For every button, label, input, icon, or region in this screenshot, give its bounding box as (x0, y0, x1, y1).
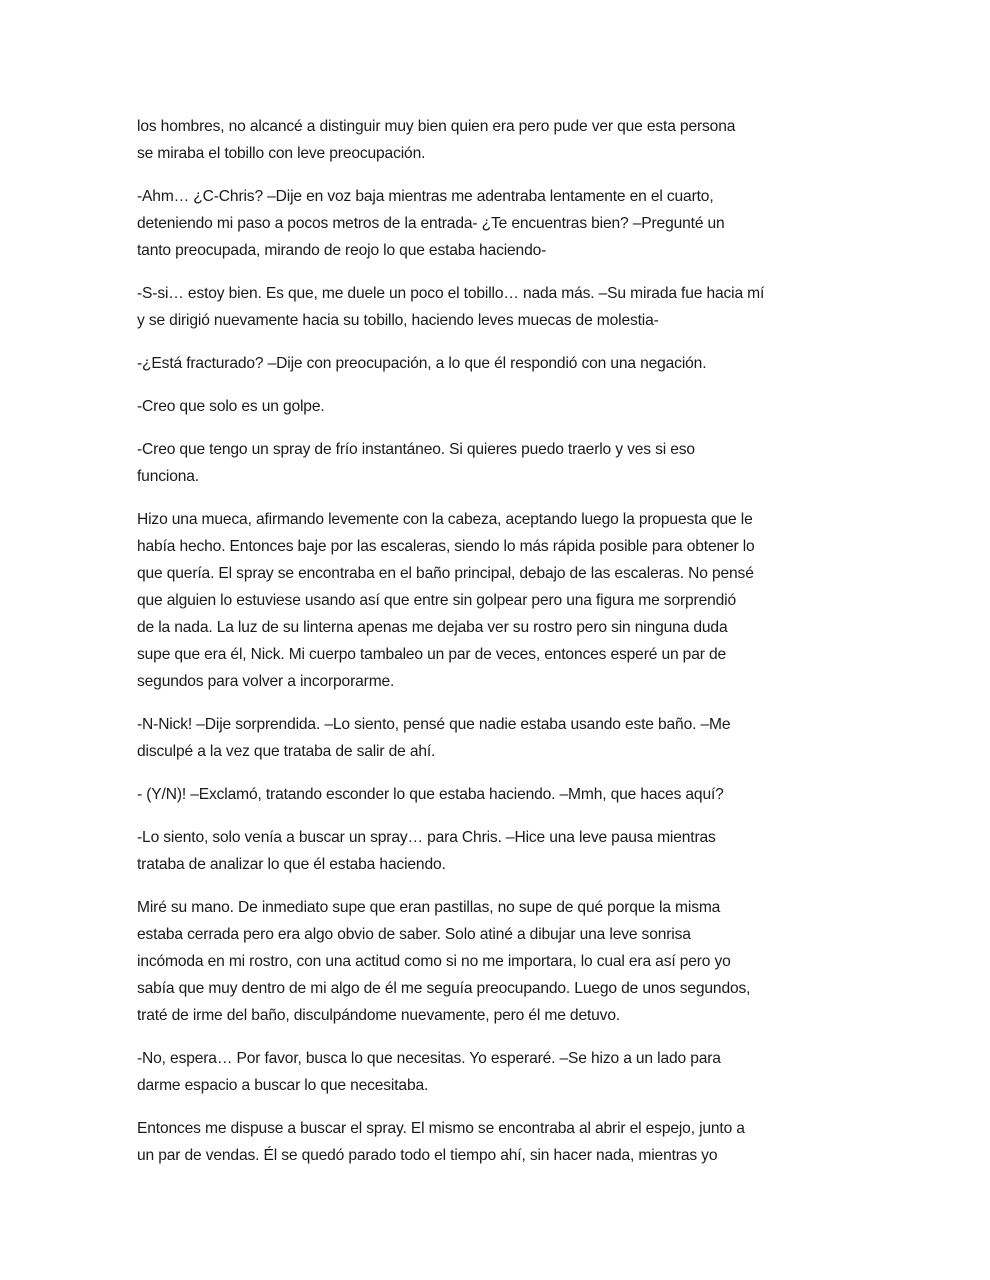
paragraph (137, 894, 867, 1029)
paragraph (137, 1045, 867, 1099)
paragraph (137, 350, 867, 377)
text-line: un par de vendas. Él se quedó parado todo el tiempo ahí, sin hacer nada, mientras yo (137, 1147, 718, 1164)
paragraph (137, 824, 867, 878)
paragraph (137, 1115, 867, 1169)
text-line: deteniendo mi paso a pocos metros de la entrada- ¿Te encuentras bien? –Pregunté un (137, 215, 725, 232)
text-line: -No, espera… Por favor, busca lo que necesitas. Yo esperaré. –Se hizo a un lado para (137, 1050, 721, 1067)
text-line: Miré su mano. De inmediato supe que eran pastillas, no supe de qué porque la misma (137, 899, 721, 916)
text-line: estaba cerrada pero era algo obvio de saber. Solo atiné a dibujar una leve sonrisa (137, 926, 691, 943)
text-line: - (Y/N)! –Exclamó, tratando esconder lo que estaba haciendo. –Mmh, que haces aquí? (137, 786, 724, 803)
text-line: incómoda en mi rostro, con una actitud como si no me importara, lo cual era así pero yo (137, 953, 731, 970)
text-line: supe que era él, Nick. Mi cuerpo tambaleo un par de veces, entonces esperé un par de (137, 646, 726, 663)
paragraph (137, 436, 867, 490)
text-line: -¿Está fracturado? –Dije con preocupación, a lo que él respondió con una negación. (137, 355, 707, 372)
text-line: -N-Nick! –Dije sorprendida. –Lo siento, pensé que nadie estaba usando este baño. –Me (137, 716, 731, 733)
text-line: darme espacio a buscar lo que necesitaba. (137, 1077, 429, 1094)
text-line: -Creo que solo es un golpe. (137, 398, 325, 415)
text-line: Hizo una mueca, afirmando levemente con la cabeza, aceptando luego la propuesta que le (137, 511, 753, 528)
text-line: que quería. El spray se encontraba en el baño principal, debajo de las escaleras. No pensé (137, 565, 754, 582)
text-line: -Lo siento, solo venía a buscar un spray… para Chris. –Hice una leve pausa mientras (137, 829, 716, 846)
text-line: de la nada. La luz de su linterna apenas me dejaba ver su rostro pero sin ninguna duda (137, 619, 728, 636)
text-line: -Ahm… ¿C-Chris? –Dije en voz baja mientras me adentraba lentamente en el cuarto, (137, 188, 714, 205)
paragraph (137, 781, 867, 808)
text-line: se miraba el tobillo con leve preocupación. (137, 145, 426, 162)
text-line: y se dirigió nuevamente hacia su tobillo, haciendo leves muecas de molestia- (137, 312, 659, 329)
text-line: sabía que muy dentro de mi algo de él me seguía preocupando. Luego de unos segundos, (137, 980, 751, 997)
paragraph (137, 711, 867, 765)
text-line: que alguien lo estuviese usando así que entre sin golpear pero una figura me sorprendió (137, 592, 736, 609)
paragraph (137, 113, 867, 167)
text-line: -S-si… estoy bien. Es que, me duele un poco el tobillo… nada más. –Su mirada fue hacia mí (137, 285, 765, 302)
text-line: disculpé a la vez que trataba de salir de ahí. (137, 743, 436, 760)
text-line: tanto preocupada, mirando de reojo lo que estaba haciendo- (137, 242, 547, 259)
text-line: trataba de analizar lo que él estaba haciendo. (137, 856, 446, 873)
text-line: segundos para volver a incorporarme. (137, 673, 395, 690)
text-line: funciona. (137, 468, 199, 485)
paragraph (137, 506, 867, 695)
text-line: Entonces me dispuse a buscar el spray. El mismo se encontraba al abrir el espejo, junto a (137, 1120, 745, 1137)
paragraph (137, 183, 867, 264)
text-line: traté de irme del baño, disculpándome nuevamente, pero él me detuvo. (137, 1007, 621, 1024)
paragraph (137, 393, 867, 420)
text-line: -Creo que tengo un spray de frío instantáneo. Si quieres puedo traerlo y ves si eso (137, 441, 695, 458)
text-line: los hombres, no alcancé a distinguir muy bien quien era pero pude ver que esta persona (137, 118, 736, 135)
text-line: había hecho. Entonces baje por las escaleras, siendo lo más rápida posible para obtener lo (137, 538, 755, 555)
paragraph (137, 280, 867, 334)
document-page (137, 113, 867, 1185)
